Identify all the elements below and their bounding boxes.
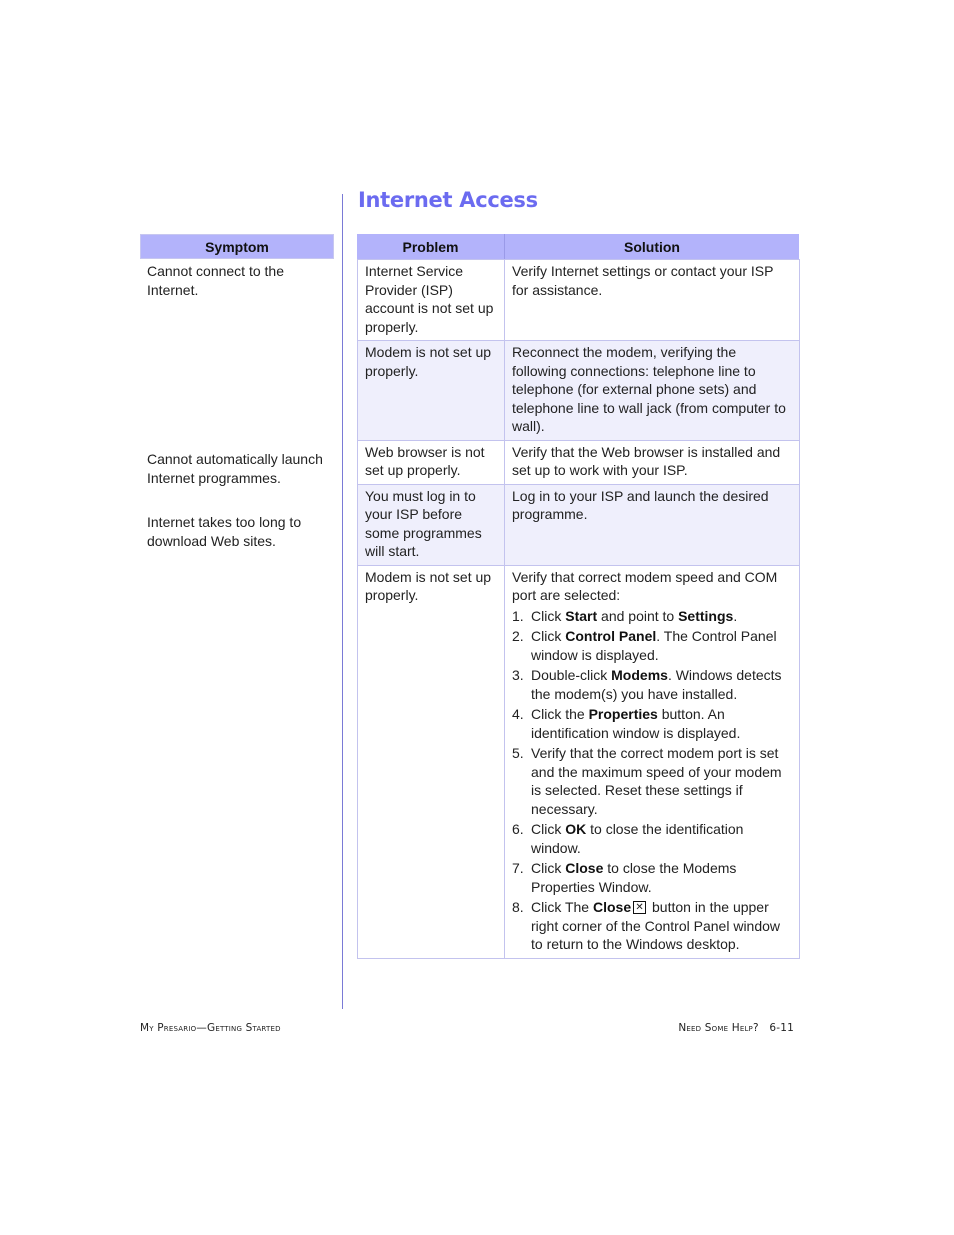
table-row <box>358 260 800 341</box>
list-item <box>512 627 793 664</box>
steps-list <box>512 607 793 954</box>
table-row <box>358 484 800 565</box>
column-divider <box>342 194 343 1009</box>
table-row <box>358 341 800 441</box>
solution-cell: Verify Internet settings or contact your ISP for assistance. <box>505 260 800 341</box>
problem-header: Problem <box>357 234 504 259</box>
step-number: 3. <box>512 667 524 683</box>
symptom-item: Internet takes too long to download Web sites. <box>147 514 302 549</box>
table-row <box>358 440 800 484</box>
problem-cell: You must log in to your ISP before some programmes will start. <box>358 484 505 565</box>
step-keyword: OK <box>565 821 587 837</box>
step-keyword: Close <box>592 899 632 915</box>
step-number: 8. <box>512 899 524 915</box>
step-number: 6. <box>512 821 524 837</box>
symptom-header: Symptom <box>140 234 334 259</box>
step-text: Double-click <box>531 667 612 683</box>
list-item <box>512 744 793 818</box>
step-keyword: Modems <box>611 667 668 683</box>
step-text: Click The <box>531 899 593 915</box>
step-text: Click <box>531 821 566 837</box>
step-text: and point to <box>597 607 679 624</box>
step-text: Click <box>531 860 566 876</box>
step-text: . The Control Panel window is displayed. <box>531 628 777 663</box>
step-number: 4. <box>512 706 524 722</box>
list-item <box>512 859 793 896</box>
step-text: Click <box>531 628 566 644</box>
problem-cell: Modem is not set up properly. <box>358 341 505 441</box>
table-row <box>358 565 800 958</box>
problem-cell: Web browser is not set up properly. <box>358 440 505 484</box>
step-text: to close the identification window. <box>531 821 744 856</box>
solution-cell: Verify that the Web browser is installed and set up to work with your ISP. <box>505 440 800 484</box>
problem-cell: Internet Service Provider (ISP) account is not set up properly. <box>358 260 505 341</box>
problem-cell: Modem is not set up properly. <box>358 565 505 958</box>
step-text: . <box>733 607 738 624</box>
step-text: button in the upper right corner of the Control Panel window to return to the Windows desktop. <box>531 899 781 952</box>
list-item <box>512 666 793 703</box>
solution-cell: Log in to your ISP and launch the desired programme. <box>505 484 800 565</box>
solution-header: Solution <box>504 234 799 259</box>
step-text: . Windows detects the modem(s) you have installed. <box>531 667 782 702</box>
footer-book-title: My Presario—Getting Started <box>140 1022 281 1034</box>
step-text: button. An identification window is displayed. <box>531 706 741 741</box>
step-text: Click <box>531 607 566 624</box>
step-number: 1. <box>512 607 524 624</box>
step-keyword: Control Panel <box>565 628 657 644</box>
solution-cell <box>505 565 800 958</box>
list-item <box>512 705 793 742</box>
symptom-item: Cannot automatically launch Internet programmes. <box>147 451 323 486</box>
solution-cell: Reconnect the modem, verifying the following connections: telephone line to telephone (for external phone sets) and telephone line to wall jack (from computer to wall). <box>505 341 800 441</box>
step-keyword: Close <box>565 860 604 876</box>
list-item <box>512 898 793 954</box>
step-number: 5. <box>512 745 524 761</box>
page-title: Internet Access <box>358 188 538 212</box>
step-keyword: Start <box>565 607 598 624</box>
step-number: 7. <box>512 860 524 876</box>
step-keyword: Properties <box>588 706 658 722</box>
footer-page-number: Need Some Help? 6-11 <box>678 1022 794 1034</box>
step-text: to close the Modems Properties Window. <box>531 860 737 895</box>
step-text: Click the <box>531 706 589 722</box>
solution-intro: Verify that correct modem speed and COM port are selected: <box>512 568 778 603</box>
close-x-icon: ✕ <box>633 901 646 914</box>
step-text: Verify that the correct modem port is set and the maximum speed of your modem is selected. Reset these settings if necessary. <box>531 745 782 817</box>
troubleshooting-table <box>357 259 800 959</box>
list-item <box>512 820 793 857</box>
step-number: 2. <box>512 628 524 644</box>
list-item <box>512 607 793 626</box>
step-keyword: Settings <box>678 607 734 624</box>
symptom-item: Cannot connect to the Internet. <box>147 263 284 298</box>
